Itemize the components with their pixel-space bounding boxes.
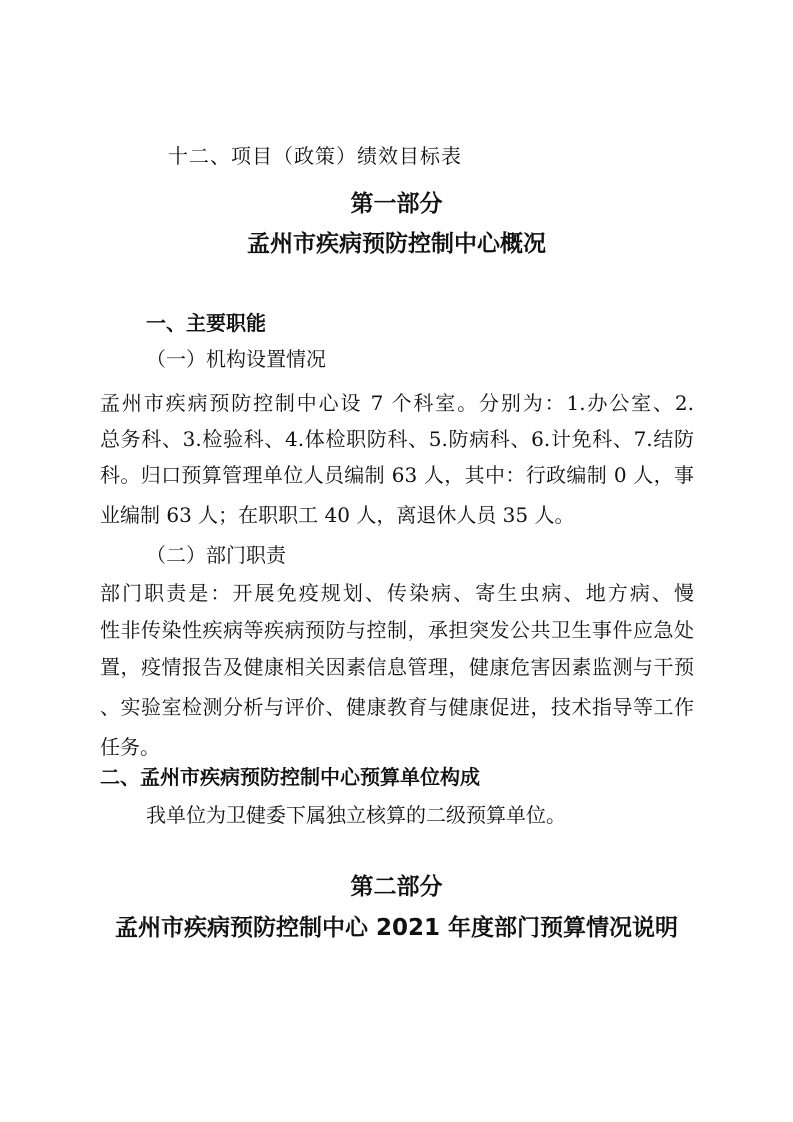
- subsection2-heading: （二）部门职责: [146, 543, 286, 567]
- section2-body: 我单位为卫健委下属独立核算的二级预算单位。: [146, 803, 566, 827]
- paragraph1-line: 孟州市疾病预防控制中心设 7 个科室。分别为：1.办公室、2.: [100, 391, 694, 415]
- part1-subtitle: 孟州市疾病预防控制中心概况: [247, 231, 546, 257]
- section1-heading: 一、主要职能: [146, 311, 266, 335]
- paragraph1-line: 业编制 63 人；在职职工 40 人，离退休人员 35 人。: [100, 503, 575, 527]
- subsection1-heading: （一）机构设置情况: [146, 347, 326, 371]
- paragraph2-line: 、实验室检测分析与评价、健康教育与健康促进，技术指导等工作: [100, 695, 694, 719]
- paragraph1-line: 科。归口预算管理单位人员编制 63 人，其中：行政编制 0 人，事: [100, 463, 694, 487]
- part2-title: 第二部分: [350, 874, 443, 900]
- paragraph2-line: 部门职责是：开展免疫规划、传染病、寄生虫病、地方病、慢: [100, 581, 694, 605]
- paragraph1-line: 总务科、3.检验科、4.体检职防科、5.防病科、6.计免科、7.结防: [100, 427, 694, 451]
- paragraph2-line: 置，疫情报告及健康相关因素信息管理，健康危害因素监测与干预: [100, 655, 694, 679]
- toc-item: 十二、项目（政策）绩效目标表: [168, 144, 462, 168]
- part1-title: 第一部分: [350, 191, 443, 217]
- paragraph2-line: 性非传染性疾病等疾病预防与控制，承担突发公共卫生事件应急处: [100, 618, 694, 642]
- section2-heading: 二、孟州市疾病预防控制中心预算单位构成: [100, 765, 480, 789]
- part2-subtitle: 孟州市疾病预防控制中心 2021 年度部门预算情况说明: [114, 915, 679, 941]
- paragraph2-line: 任务。: [100, 735, 160, 759]
